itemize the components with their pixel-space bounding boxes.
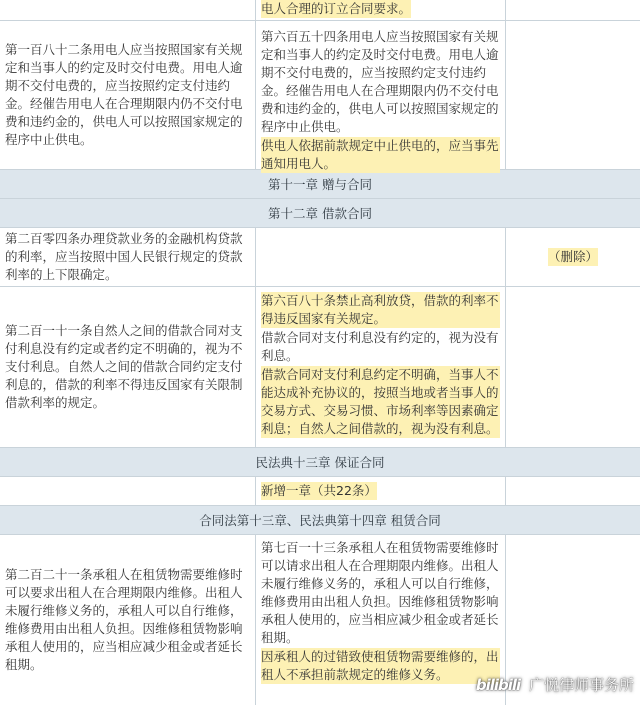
added-text: 新增一章（共22条） — [261, 483, 377, 498]
note-cell — [506, 0, 640, 20]
table-row — [0, 477, 640, 506]
added-text: 供电人依据前款规定中止供电的，应当事先通知用电人。 — [261, 138, 499, 171]
bilibili-logo-icon: bilibili — [475, 676, 521, 694]
old-law-cell — [0, 535, 255, 705]
watermark — [476, 674, 634, 695]
chapter-title: 合同法第十三章、民法典第十四章 租赁合同 — [199, 513, 441, 528]
article-text: 第二百二十一条承租人在租赁物需要维修时可以要求出租人在合理期限内维修。出租人未履行维修义务的，承租人可以自行维修，维修费用由出租人负担。因维修租赁物影响承租人使用的，应当相应减少租金或者延长租期。 — [5, 567, 243, 672]
article-text: 借款合同对支付利息没有约定的，视为没有利息。 — [261, 330, 499, 363]
new-law-cell — [255, 535, 506, 705]
deleted-note: （删除） — [547, 249, 598, 264]
chapter-title: 第十二章 借款合同 — [268, 206, 372, 221]
old-law-cell — [0, 0, 255, 20]
added-text: 第六百八十条禁止高利放贷，借款的利率不得违反国家有关规定。 — [261, 293, 499, 326]
new-law-cell — [255, 0, 506, 20]
note-cell — [506, 21, 640, 169]
article-text: 第六百五十四条用电人应当按照国家有关规定和当事人的约定及时交付电费。用电人逾期不交付电费的，应当按照约定支付违约金。经催告用电人在合理期限内仍不交付电费和违约金的，供电人可以按照国家规定的程序中止供电。 — [261, 29, 499, 134]
new-law-cell — [255, 287, 506, 447]
article-text: 电人合理的订立合同要求。 — [261, 1, 412, 16]
added-text: 借款合同对支付利息约定不明确，当事人不能达成补充协议的，按照当地或者当事人的交易方式、交易习惯、市场利率等因素确定利息；自然人之间借款的，视为没有利息。 — [261, 367, 499, 436]
table-row — [0, 228, 640, 287]
old-law-cell — [0, 21, 255, 169]
chapter-header — [0, 170, 640, 199]
chapter-header — [0, 448, 640, 477]
note-cell — [506, 287, 640, 447]
old-law-cell — [0, 228, 255, 286]
article-text: 第二百一十一条自然人之间的借款合同对支付利息没有约定或者约定不明确的，视为不支付利息。自然人之间的借款合同约定支付利息的，借款的利率不得违反国家有关限制借款利率的规定。 — [5, 323, 243, 410]
chapter-header — [0, 199, 640, 228]
chapter-header — [0, 506, 640, 535]
article-text: 第一百八十二条用电人应当按照国家有关规定和当事人的约定及时交付电费。用电人逾期不交付电费的，应当按照约定支付违约金。经催告用电人在合理期限内仍不交付电费和违约金的，供电人可以按照国家规定的程序中止供电。 — [5, 42, 243, 147]
article-text: 第七百一十三条承租人在租赁物需要维修时可以请求出租人在合理期限内维修。出租人未履行维修义务的，承租人可以自行维修，维修费用由出租人负担。因维修租赁物影响承租人使用的，应当相应减少租金或者延长租期。 — [261, 540, 499, 645]
watermark-text: 广悦律师事务所 — [528, 676, 634, 694]
new-law-cell — [255, 228, 506, 286]
article-text: 第二百零四条办理贷款业务的金融机构贷款的利率，应当按照中国人民银行规定的贷款利率的上下限确定。 — [5, 231, 243, 282]
table-row — [0, 287, 640, 448]
table-row — [0, 0, 640, 21]
note-cell — [506, 228, 640, 286]
added-text: 因承租人的过错致使租赁物需要维修的，出租人不承担前款规定的维修义务。 — [261, 649, 499, 682]
new-law-cell — [255, 477, 506, 505]
chapter-title: 民法典十三章 保证合同 — [255, 455, 385, 470]
old-law-cell — [0, 287, 255, 447]
new-law-cell — [255, 21, 506, 169]
table-row — [0, 21, 640, 170]
chapter-title: 第十一章 赠与合同 — [268, 177, 372, 192]
